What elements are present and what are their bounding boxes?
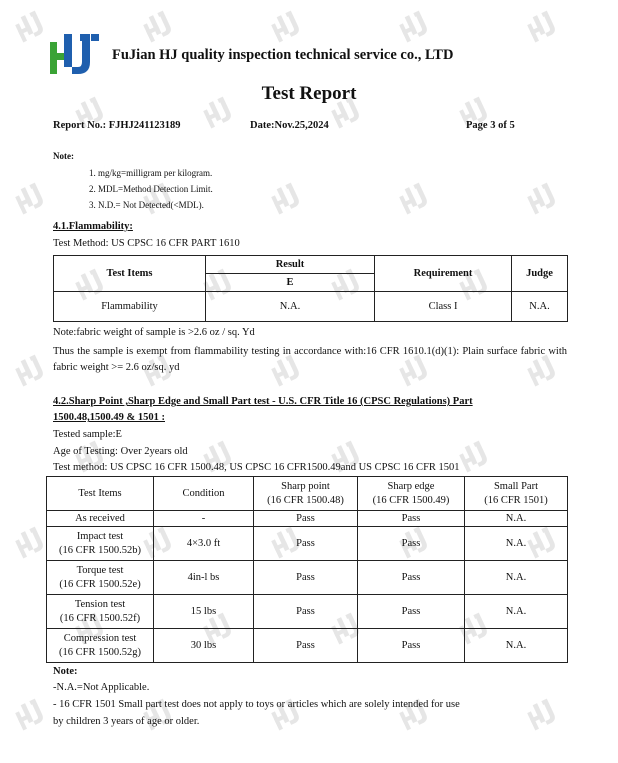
company-logo [50, 34, 100, 74]
watermark-logo-icon [12, 693, 54, 738]
watermark-logo-icon [396, 177, 438, 222]
watermark-logo-icon [200, 435, 242, 480]
cell-condition: 30 lbs [154, 629, 254, 663]
watermark-logo-icon [12, 349, 54, 394]
cell-small-part: N.A. [465, 629, 568, 663]
footer-note-line: - 16 CFR 1501 Small part test does not apply to toys or articles which are solely intended for use [53, 699, 460, 710]
cell-sharp-edge: Pass [358, 511, 465, 527]
cell-condition: - [154, 511, 254, 527]
report-number: Report No.: FJHJ241123189 [53, 120, 181, 131]
note-item: 1. mg/kg=milligram per kilogram. [89, 168, 213, 178]
cell-item: Impact test (16 CFR 1500.52b) [47, 527, 154, 561]
note-title: Note: [53, 151, 74, 161]
cell-small-part: N.A. [465, 561, 568, 595]
table-row [54, 292, 568, 322]
col-result: Result [206, 256, 375, 274]
watermark-logo-icon [140, 5, 182, 50]
watermark-logo-icon [524, 693, 566, 738]
footer-note-line: by children 3 years of age or older. [53, 716, 200, 727]
watermark-logo-icon [524, 5, 566, 50]
cell-result: N.A. [206, 292, 375, 322]
cell-condition: 4in-l bs [154, 561, 254, 595]
cell-item: Flammability [54, 292, 206, 322]
cell-sharp-point: Pass [254, 595, 358, 629]
watermark-logo-icon [12, 5, 54, 50]
exemption-note: Thus the sample is exempt from flammability testing in accordance with:16 CFR 1610.1(d)(1): Plain surface fabric with fabric weight >= 2.6 oz/sq. yd [53, 346, 567, 373]
table-row [47, 527, 568, 561]
cell-sharp-point: Pass [254, 561, 358, 595]
col-requirement: Requirement [375, 256, 512, 292]
table-row [47, 561, 568, 595]
table-row [47, 511, 568, 527]
note-item: 3. N.D.= Not Detected(<MDL). [89, 200, 204, 210]
cell-item: As received [47, 511, 154, 527]
sharp-test-table [46, 476, 568, 663]
cell-sharp-point: Pass [254, 511, 358, 527]
watermark-logo-icon [456, 435, 498, 480]
watermark-logo-icon [396, 5, 438, 50]
age-of-testing: Age of Testing: Over 2years old [53, 446, 188, 457]
cell-sharp-edge: Pass [358, 561, 465, 595]
fabric-weight-note: Note:fabric weight of sample is >2.6 oz / sq. Yd [53, 327, 255, 338]
col-sample: E [206, 274, 375, 292]
company-name: FuJian HJ quality inspection technical service co., LTD [112, 47, 454, 63]
watermark-logo-icon [268, 177, 310, 222]
watermark-logo-icon [12, 177, 54, 222]
watermark-logo-icon [524, 177, 566, 222]
cell-sharp-point: Pass [254, 629, 358, 663]
cell-sharp-edge: Pass [358, 527, 465, 561]
cell-small-part: N.A. [465, 511, 568, 527]
section-heading-flammability: 4.1.Flammability: [53, 221, 133, 232]
col-condition: Condition [154, 477, 254, 511]
col-sharp-point: Sharp point (16 CFR 1500.48) [254, 477, 358, 511]
watermark-logo-icon [72, 435, 114, 480]
cell-judge: N.A. [512, 292, 568, 322]
flammability-table [53, 255, 568, 322]
col-small-part: Small Part (16 CFR 1501) [465, 477, 568, 511]
heading-line: 4.2.Sharp Point ,Sharp Edge and Small Part test - U.S. CFR Title 16 (CPSC Regulations) Part [53, 396, 473, 407]
footer-note-title: Note: [53, 666, 78, 677]
cell-sharp-edge: Pass [358, 629, 465, 663]
cell-sharp-point: Pass [254, 527, 358, 561]
col-test-items: Test Items [47, 477, 154, 511]
cell-condition: 15 lbs [154, 595, 254, 629]
cell-small-part: N.A. [465, 527, 568, 561]
cell-condition: 4×3.0 ft [154, 527, 254, 561]
col-judge: Judge [512, 256, 568, 292]
flammability-method: Test Method: US CPSC 16 CFR PART 1610 [53, 238, 240, 249]
cell-sharp-edge: Pass [358, 595, 465, 629]
cell-requirement: Class I [375, 292, 512, 322]
footer-note-line: -N.A.=Not Applicable. [53, 682, 150, 693]
page-number: Page 3 of 5 [466, 120, 515, 131]
table-row [47, 595, 568, 629]
tested-sample: Tested sample:E [53, 429, 122, 440]
cell-item: Compression test (16 CFR 1500.52g) [47, 629, 154, 663]
cell-item: Torque test (16 CFR 1500.52e) [47, 561, 154, 595]
col-sharp-edge: Sharp edge (16 CFR 1500.49) [358, 477, 465, 511]
watermark-logo-icon [268, 5, 310, 50]
report-date: Date:Nov.25,2024 [250, 120, 329, 131]
table-row [47, 629, 568, 663]
col-test-items: Test Items [54, 256, 206, 292]
sharp-test-method: Test method: US CPSC 16 CFR 1500.48, US CPSC 16 CFR1500.49and US CPSC 16 CFR 1501 [53, 462, 460, 473]
watermark-logo-icon [328, 435, 370, 480]
heading-line: 1500.48,1500.49 & 1501 : [53, 412, 165, 423]
cell-item: Tension test (16 CFR 1500.52f) [47, 595, 154, 629]
report-title: Test Report [261, 83, 357, 104]
cell-small-part: N.A. [465, 595, 568, 629]
note-item: 2. MDL=Method Detection Limit. [89, 184, 213, 194]
section-heading-sharp [53, 394, 568, 426]
